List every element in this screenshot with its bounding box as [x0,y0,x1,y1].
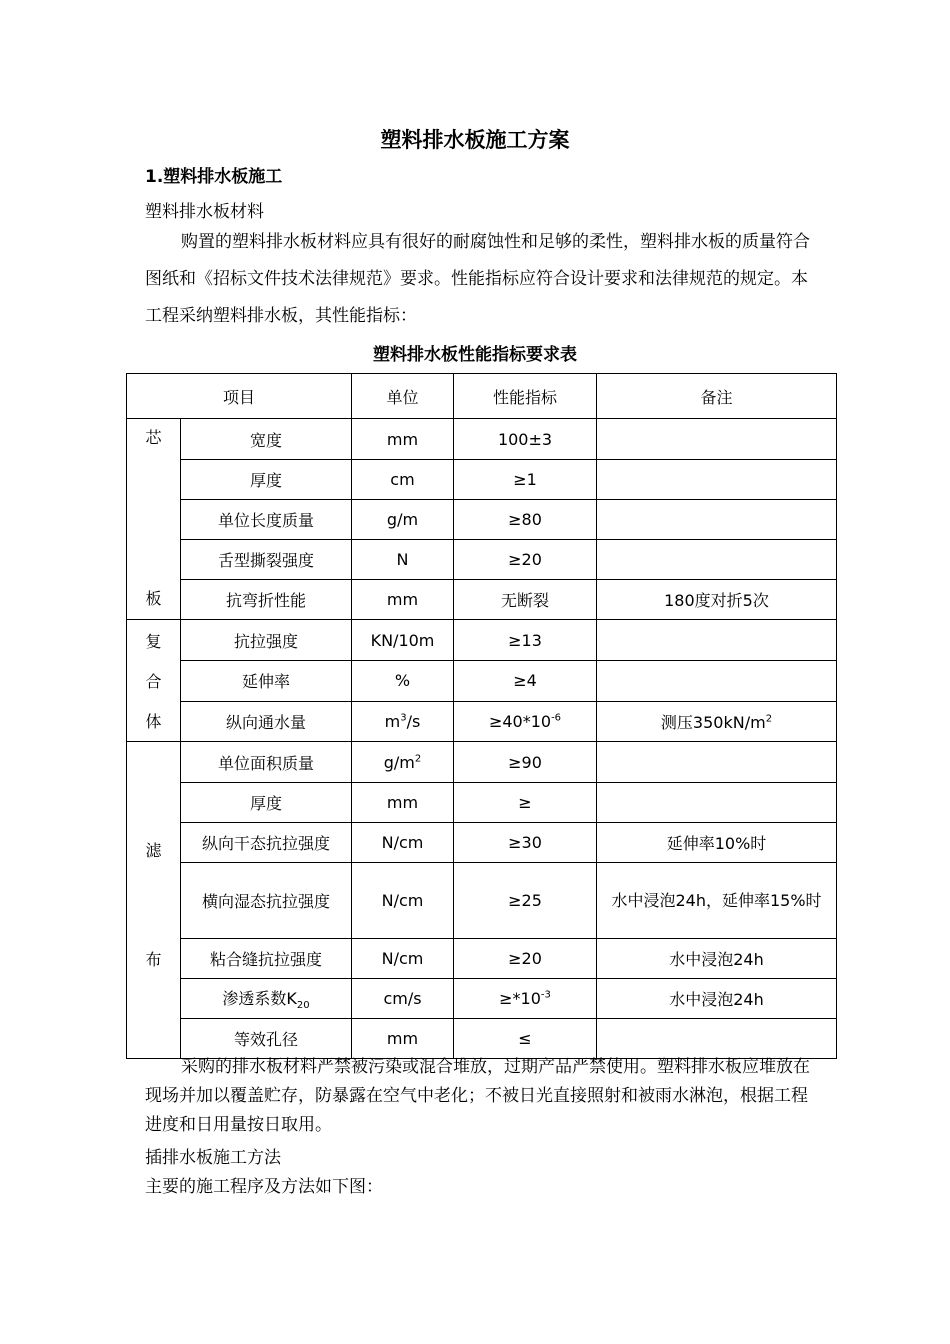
value-superscript: -3 [540,989,551,1001]
cell-unit: mm [352,1018,454,1058]
paragraph-intro-text: 购置的塑料排水板材料应具有很好的耐腐蚀性和足够的柔性，塑料排水板的质量符合图纸和《招标文件技术法律规范》要求。性能指标应符合设计要求和法律规范的规定。本工程采纳塑料排水板，其性能指标： [145,232,810,326]
paragraph-storage [145,1053,810,1140]
cell-note [597,783,837,823]
table-row [127,783,837,823]
value-text: ≥*10 [499,988,541,1008]
table-row [127,938,837,978]
subheading-material: 塑料排水板材料 [145,202,264,222]
cell-unit: N/cm [352,863,454,938]
table-row [127,823,837,863]
cell-item [181,978,352,1018]
unit-text: g/m [383,752,415,772]
table-row [127,460,837,500]
cell-value: ≥4 [454,661,597,701]
cell-value [454,978,597,1018]
cell-item: 厚度 [181,460,352,500]
cell-unit [352,742,454,783]
header-value: 性能指标 [454,374,597,419]
subheading-method: 插排水板施工方法 [145,1148,281,1168]
header-item: 项目 [127,374,352,419]
header-unit: 单位 [352,374,454,419]
subheading-procedure: 主要的施工程序及方法如下图： [145,1177,383,1197]
table-row [127,500,837,540]
paragraph-storage-text: 采购的排水板材料严禁被污染或混合堆放，过期产品严禁使用。塑料排水板应堆放在现场并加以覆盖贮存，防暴露在空气中老化；不被日光直接照射和被雨水淋泡，根据工程进度和日用量按日取用。 [145,1057,810,1135]
cell-item: 单位长度质量 [181,500,352,540]
cell-note [597,742,837,783]
note-text: 测压350kN/m [660,712,766,732]
cell-item: 横向湿态抗拉强度 [181,863,352,938]
table-row [127,661,837,701]
cell-value: ≤ [454,1018,597,1058]
cell-item: 延伸率 [181,661,352,701]
unit-text: m [384,711,401,731]
cell-value: ≥13 [454,620,597,661]
cell-item: 等效孔径 [181,1018,352,1058]
table-row [127,701,837,741]
cell-unit: g/m [352,500,454,540]
cell-note: 延伸率10%时 [597,823,837,863]
cell-unit: mm [352,419,454,460]
cell-value: 100±3 [454,419,597,460]
cell-value [454,701,597,741]
cell-unit: mm [352,580,454,620]
cell-unit: N/cm [352,938,454,978]
cell-item: 舌型撕裂强度 [181,540,352,580]
cell-item: 纵向通水量 [181,701,352,741]
table-header-row [127,374,837,419]
group-label: 芯 [145,428,162,447]
cell-note: 180度对折5次 [597,580,837,620]
group-label: 滤 [145,841,162,860]
cell-item: 抗弯折性能 [181,580,352,620]
cell-note [597,500,837,540]
group-label: 体 [145,712,162,732]
table-title: 塑料排水板性能指标要求表 [373,345,577,365]
group-label: 板 [145,589,162,608]
cell-unit [352,701,454,741]
table-row [127,580,837,620]
cell-unit: KN/10m [352,620,454,661]
unit-text: /s [406,711,421,731]
table-row [127,540,837,580]
cell-item: 单位面积质量 [181,742,352,783]
cell-value: ≥ [454,783,597,823]
table-row [127,419,837,460]
section-heading: 1.塑料排水板施工 [145,167,283,187]
cell-item: 粘合缝抗拉强度 [181,938,352,978]
cell-item: 宽度 [181,419,352,460]
group-label: 合 [145,671,162,691]
group-core [127,419,181,620]
paragraph-intro [145,224,810,335]
cell-value: ≥30 [454,823,597,863]
cell-value: ≥20 [454,938,597,978]
unit-superscript: 3 [400,712,407,724]
cell-item: 抗拉强度 [181,620,352,661]
cell-note: 水中浸泡24h，延伸率15%时 [597,863,837,938]
cell-note [597,540,837,580]
cell-note [597,419,837,460]
cell-value: ≥20 [454,540,597,580]
item-subscript: 20 [296,999,310,1011]
cell-value: ≥1 [454,460,597,500]
table-row [127,863,837,938]
cell-unit: N [352,540,454,580]
cell-note: 水中浸泡24h [597,978,837,1018]
group-filter [127,742,181,1059]
value-superscript: -6 [551,712,562,724]
cell-note [597,701,837,741]
cell-unit: N/cm [352,823,454,863]
cell-note [597,460,837,500]
cell-unit: mm [352,783,454,823]
cell-unit: % [352,661,454,701]
cell-item: 纵向干态抗拉强度 [181,823,352,863]
group-label: 复 [145,631,162,651]
cell-unit: cm [352,460,454,500]
cell-unit: cm/s [352,978,454,1018]
table-row [127,620,837,661]
table-row [127,978,837,1018]
group-label: 布 [145,950,162,969]
spec-table [126,373,837,1059]
cell-note [597,620,837,661]
unit-superscript: 2 [414,753,422,765]
cell-note: 水中浸泡24h [597,938,837,978]
cell-value: 无断裂 [454,580,597,620]
value-text: ≥40*10 [488,711,552,731]
cell-item: 厚度 [181,783,352,823]
group-composite [127,620,181,742]
header-note: 备注 [597,374,837,419]
cell-value: ≥80 [454,500,597,540]
note-superscript: 2 [765,713,773,725]
cell-note [597,661,837,701]
cell-value: ≥25 [454,863,597,938]
page-title: 塑料排水板施工方案 [380,128,570,152]
item-text: 渗透系数K [222,988,297,1008]
cell-value: ≥90 [454,742,597,783]
table-row [127,742,837,783]
